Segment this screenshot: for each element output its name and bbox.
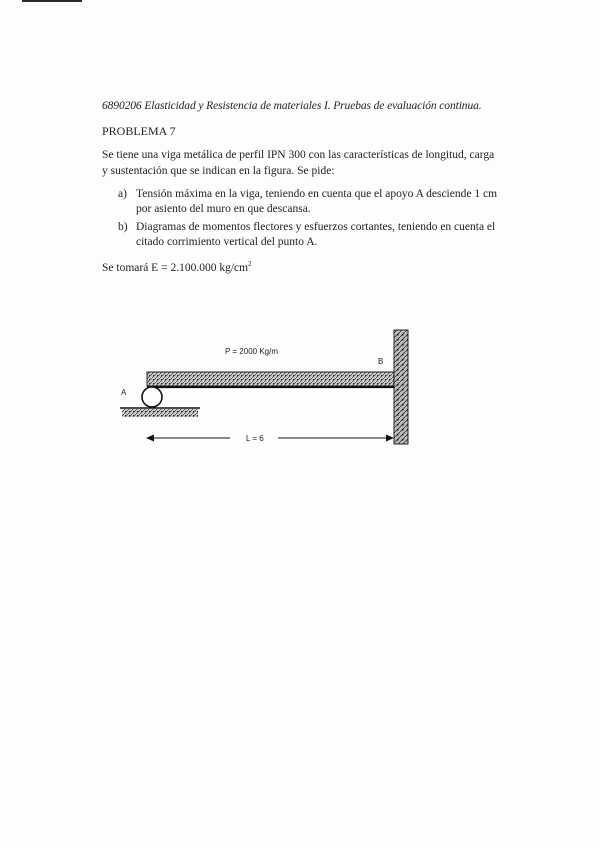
beam-diagram — [100, 322, 430, 454]
problem-statement: Se tiene una viga metálica de perfil IPN 300 con las características de longitud, carga y sustentación que se indican en la figura. Se pide: — [102, 149, 495, 177]
item-marker: b) — [118, 221, 128, 233]
arrowhead-right-icon — [386, 435, 394, 442]
support-b-label: B — [378, 357, 384, 366]
length-label: L = 6 — [246, 434, 264, 443]
support-a-label: A — [121, 388, 127, 397]
roller-support-a — [142, 387, 162, 407]
list-item — [118, 187, 508, 217]
modulus-note-text: Se tomará E = 2.100.000 kg/cm — [102, 261, 249, 274]
wall-support-b — [394, 330, 408, 444]
modulus-note — [102, 260, 252, 274]
arrowhead-left-icon — [146, 435, 154, 442]
problem-title: PROBLEMA 7 — [102, 124, 176, 138]
modulus-note-exponent: 2 — [248, 260, 252, 268]
item-text: Diagramas de momentos flectores y esfuerzos cortantes, teniendo en cuenta el citado corrimiento vertical del punto A. — [136, 221, 496, 248]
requirements-list — [118, 187, 508, 253]
item-text: Tensión máxima en la viga, teniendo en cuenta que el apoyo A desciende 1 cm por asiento del muro en que descansa. — [136, 188, 498, 215]
ground-hatch — [122, 409, 198, 417]
load-label: P = 2000 Kg/m — [225, 347, 278, 356]
list-item — [118, 220, 508, 250]
scan-edge-mark — [22, 0, 82, 2]
item-marker: a) — [118, 188, 127, 200]
course-header: 6890206 Elasticidad y Resistencia de materiales I. Pruebas de evaluación continua. — [102, 100, 482, 112]
distributed-load — [147, 372, 394, 386]
